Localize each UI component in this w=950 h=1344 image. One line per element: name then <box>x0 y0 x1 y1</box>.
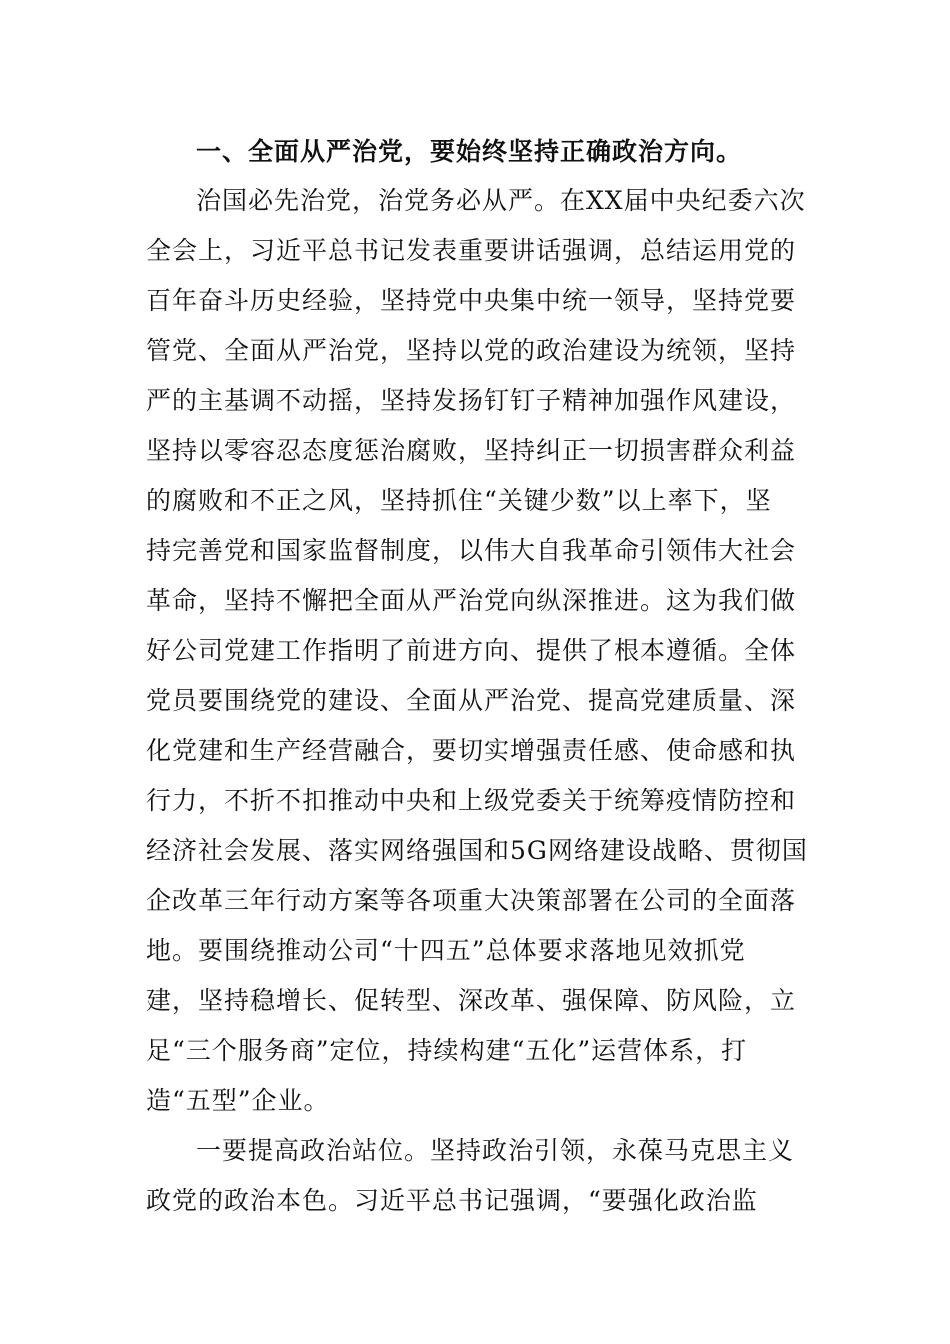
paragraph-line: 治国必先治党，治党务必从严。在XX届中央纪委六次 <box>196 186 806 215</box>
paragraph-line: 建，坚持稳增长、促转型、深改革、强保障、防风险，立 <box>146 986 797 1015</box>
paragraph-line: 造“五型”企业。 <box>146 1086 330 1115</box>
paragraph-line: 党员要围绕党的建设、全面从严治党、提高党建质量、深 <box>146 686 797 715</box>
paragraph-line: 足“三个服务商”定位，持续构建“五化”运营体系，打 <box>146 1036 748 1065</box>
paragraph-line: 革命，坚持不懈把全面从严治党向纵深推进。这为我们做 <box>146 586 797 615</box>
paragraph-line: 持完善党和国家监督制度，以伟大自我革命引领伟大社会 <box>146 536 797 565</box>
paragraph-line: 百年奋斗历史经验，坚持党中央集中统一领导，坚持党要 <box>146 286 797 315</box>
section-heading: 一、全面从严治党，要始终坚持正确政治方向。 <box>196 137 743 166</box>
paragraph-line: 行力，不折不扣推动中央和上级党委关于统筹疫情防控和 <box>146 786 797 815</box>
paragraph-line: 一要提高政治站位。坚持政治引领，永葆马克思主义 <box>196 1136 795 1165</box>
paragraph-line: 地。要围绕推动公司“十四五”总体要求落地见效抓党 <box>146 936 746 965</box>
paragraph-line: 的腐败和不正之风，坚持抓住“关键少数”以上率下，坚 <box>146 486 772 515</box>
paragraph-line: 化党建和生产经营融合，要切实增强责任感、使命感和执 <box>146 736 797 765</box>
paragraph-line: 经济社会发展、落实网络强国和5G网络建设战略、贯彻国 <box>146 836 808 865</box>
paragraph-line: 政党的政治本色。习近平总书记强调，“要强化政治监 <box>146 1186 758 1215</box>
paragraph-line: 严的主基调不动摇，坚持发扬钉钉子精神加强作风建设， <box>146 386 797 415</box>
paragraph-line: 管党、全面从严治党，坚持以党的政治建设为统领，坚持 <box>146 336 797 365</box>
paragraph-line: 坚持以零容忍态度惩治腐败，坚持纠正一切损害群众利益 <box>146 436 797 465</box>
paragraph-line: 企改革三年行动方案等各项重大决策部署在公司的全面落 <box>146 886 797 915</box>
paragraph-line: 全会上，习近平总书记发表重要讲话强调，总结运用党的 <box>146 236 797 265</box>
paragraph-line: 好公司党建工作指明了前进方向、提供了根本遵循。全体 <box>146 636 797 665</box>
